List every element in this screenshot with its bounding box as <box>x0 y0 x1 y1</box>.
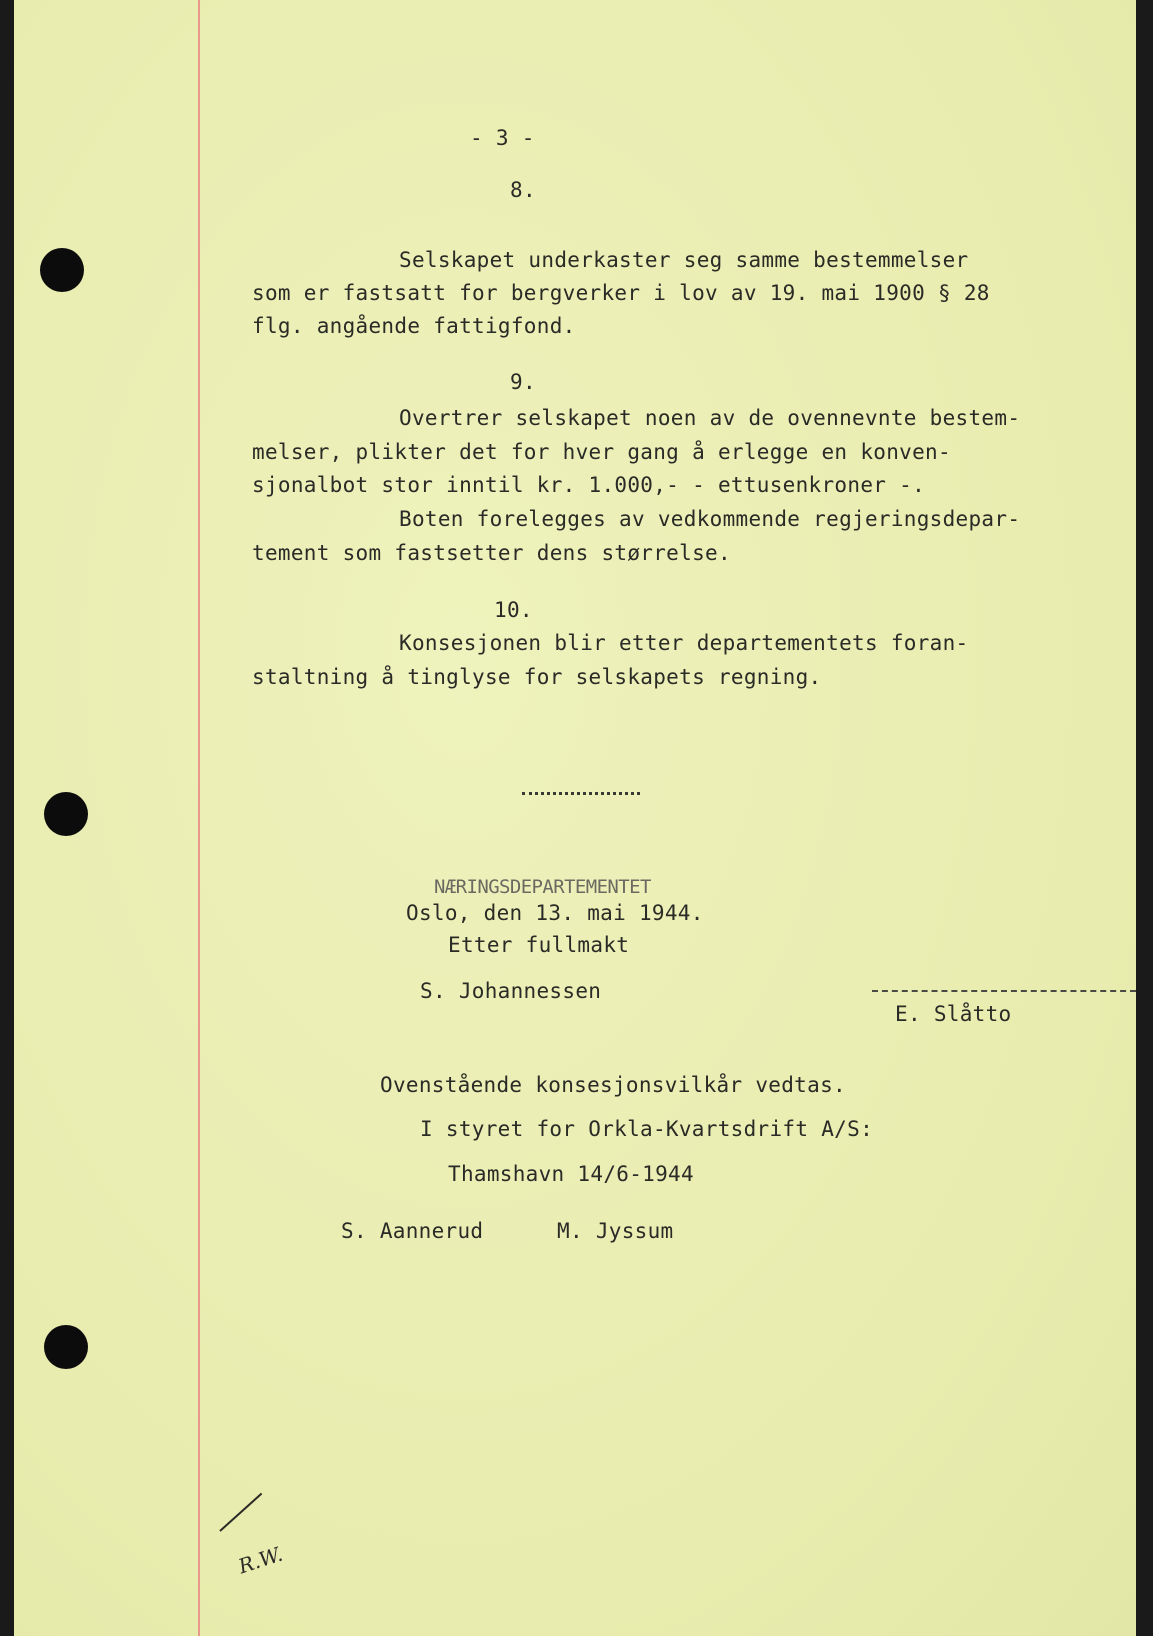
punch-hole-icon <box>44 792 88 836</box>
place-date: Oslo, den 13. mai 1944. <box>406 901 704 925</box>
department-stamp: NÆRINGSDEPARTEMENTET <box>434 876 651 898</box>
separator-line <box>522 792 640 795</box>
text-line: Overtrer selskapet noen av de ovennevnte bestem- <box>399 406 1021 430</box>
text-line: tement som fastsetter dens størrelse. <box>252 541 731 565</box>
page-number: - 3 - <box>470 126 535 150</box>
text-line: Selskapet underkaster seg samme bestemmelser <box>399 248 969 272</box>
text-line: Konsesjonen blir etter departementets foran- <box>399 631 969 655</box>
margin-line <box>198 0 200 1636</box>
text-line: staltning å tinglyse for selskapets regning. <box>252 665 822 689</box>
text-line: som er fastsatt for bergverker i lov av 19. mai 1900 § 28 <box>252 281 990 305</box>
initials-stroke <box>219 1493 262 1532</box>
text-line: Boten forelegges av vedkommende regjeringsdepar- <box>399 507 1021 531</box>
acceptance-line: Ovenstående konsesjonsvilkår vedtas. <box>380 1073 846 1097</box>
section-10-heading: 10. <box>494 598 533 622</box>
punch-hole-icon <box>44 1325 88 1369</box>
signer-left: S. Johannessen <box>420 979 602 1003</box>
punch-hole-icon <box>40 248 84 292</box>
text-line: melser, plikter det for hver gang å erlegge en konven- <box>252 440 951 464</box>
section-9-heading: 9. <box>510 370 536 394</box>
signature-line <box>872 990 1136 992</box>
section-8-heading: 8. <box>510 178 536 202</box>
board-signer-2: M. Jyssum <box>557 1219 674 1243</box>
place-date-2: Thamshavn 14/6-1944 <box>448 1162 694 1186</box>
authority-line: Etter fullmakt <box>448 933 630 957</box>
signer-right: E. Slåtto <box>895 1002 1012 1026</box>
handwritten-initials: R.W. <box>235 1541 286 1579</box>
board-signer-1: S. Aannerud <box>341 1219 484 1243</box>
text-line: sjonalbot stor inntil kr. 1.000,- - ettusenkroner -. <box>252 473 926 497</box>
document-page <box>14 0 1136 1636</box>
board-line: I styret for Orkla-Kvartsdrift A/S: <box>420 1117 874 1141</box>
text-line: flg. angående fattigfond. <box>252 314 576 338</box>
